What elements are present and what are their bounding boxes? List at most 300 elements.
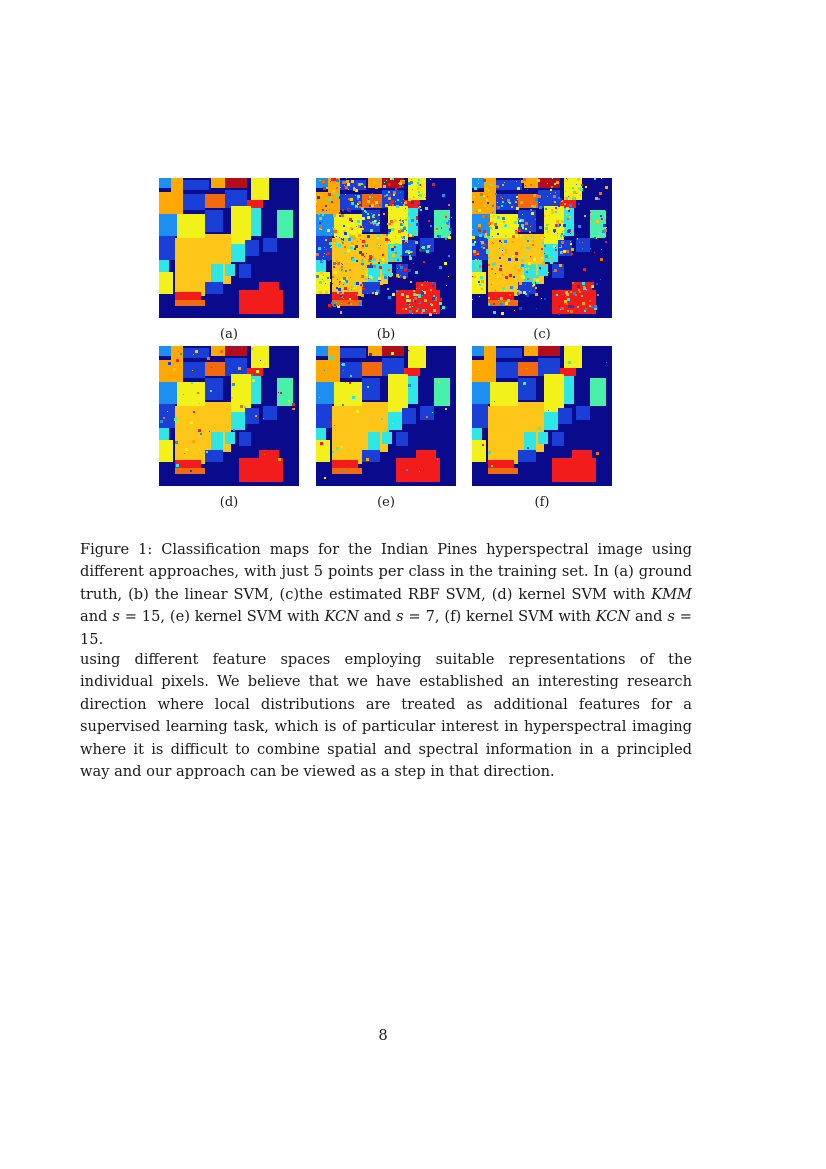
map-noise-pixel xyxy=(391,352,394,355)
map-noise-pixel xyxy=(378,214,380,216)
map-noise-pixel xyxy=(407,302,409,304)
map-noise-pixel xyxy=(435,215,436,216)
map-noise-pixel xyxy=(472,229,473,230)
map-noise-pixel xyxy=(406,295,409,298)
map-noise-pixel xyxy=(347,263,348,264)
map-noise-pixel xyxy=(288,400,290,402)
map-noise-pixel xyxy=(481,261,482,262)
map-noise-pixel xyxy=(350,303,352,305)
map-noise-pixel xyxy=(331,178,334,181)
map-noise-pixel xyxy=(559,245,561,247)
map-noise-pixel xyxy=(392,178,394,180)
map-noise-pixel xyxy=(564,197,566,199)
map-noise-pixel xyxy=(391,248,394,251)
map-field xyxy=(205,362,225,376)
map-noise-pixel xyxy=(234,346,236,348)
map-noise-pixel xyxy=(479,261,480,262)
map-noise-pixel xyxy=(559,224,561,226)
map-noise-pixel xyxy=(546,259,549,262)
map-noise-pixel xyxy=(367,386,369,388)
map-noise-pixel xyxy=(379,266,382,269)
map-noise-pixel xyxy=(383,213,385,215)
map-noise-pixel xyxy=(410,281,412,283)
map-noise-pixel xyxy=(481,246,483,248)
map-noise-pixel xyxy=(342,363,345,366)
map-noise-pixel xyxy=(362,245,364,247)
map-noise-pixel xyxy=(350,236,352,238)
map-noise-pixel xyxy=(533,258,536,261)
map-noise-pixel xyxy=(368,199,369,200)
map-noise-pixel xyxy=(473,250,476,253)
map-noise-pixel xyxy=(565,296,566,297)
map-noise-pixel xyxy=(527,447,529,449)
map-noise-pixel xyxy=(342,181,345,184)
map-noise-pixel xyxy=(340,312,342,314)
map-noise-pixel xyxy=(336,260,338,262)
map-noise-pixel xyxy=(537,179,540,182)
map-noise-pixel xyxy=(327,197,329,199)
map-field xyxy=(171,178,183,192)
map-noise-pixel xyxy=(409,310,412,313)
map-noise-pixel xyxy=(391,209,392,210)
map-field xyxy=(263,406,277,420)
map-noise-pixel xyxy=(395,252,397,254)
map-noise-pixel xyxy=(390,241,391,242)
map-noise-pixel xyxy=(500,265,502,267)
map-noise-pixel xyxy=(329,275,330,276)
map-noise-pixel xyxy=(430,289,432,291)
map-noise-pixel xyxy=(436,228,438,230)
map-field xyxy=(225,190,247,208)
map-noise-pixel xyxy=(342,302,345,305)
map-noise-pixel xyxy=(533,194,536,197)
map-noise-pixel xyxy=(319,196,320,197)
map-noise-pixel xyxy=(542,242,544,244)
map-noise-pixel xyxy=(378,262,380,264)
map-noise-pixel xyxy=(567,179,568,180)
map-noise-pixel xyxy=(538,195,541,198)
map-noise-pixel xyxy=(544,192,546,194)
map-noise-pixel xyxy=(421,312,423,314)
map-noise-pixel xyxy=(525,266,526,267)
map-noise-pixel xyxy=(515,231,518,234)
map-noise-pixel xyxy=(319,222,321,224)
map-noise-pixel xyxy=(583,286,585,288)
map-noise-pixel xyxy=(565,193,568,196)
map-noise-pixel xyxy=(512,235,515,238)
map-field xyxy=(159,192,183,214)
map-noise-pixel xyxy=(526,247,528,249)
map-noise-pixel xyxy=(555,249,557,251)
map-field xyxy=(472,428,482,440)
map-noise-pixel xyxy=(197,392,199,394)
map-noise-pixel xyxy=(557,233,558,234)
map-noise-pixel xyxy=(397,217,400,220)
map-noise-pixel xyxy=(509,202,511,204)
map-noise-pixel xyxy=(409,304,410,305)
map-noise-pixel xyxy=(244,406,246,408)
map-noise-pixel xyxy=(474,276,476,278)
map-noise-pixel xyxy=(563,250,566,253)
map-noise-pixel xyxy=(339,268,341,270)
map-noise-pixel xyxy=(375,186,378,189)
map-noise-pixel xyxy=(357,195,360,198)
map-noise-pixel xyxy=(564,300,567,303)
map-noise-pixel xyxy=(582,296,583,297)
map-noise-pixel xyxy=(522,227,524,229)
map-noise-pixel xyxy=(408,210,410,212)
map-noise-pixel xyxy=(343,277,346,280)
map-noise-pixel xyxy=(339,283,340,284)
map-noise-pixel xyxy=(408,182,411,185)
map-noise-pixel xyxy=(504,240,507,243)
map-noise-pixel xyxy=(337,292,339,294)
map-noise-pixel xyxy=(342,270,344,272)
map-noise-pixel xyxy=(419,294,421,296)
map-noise-pixel xyxy=(375,201,378,204)
map-noise-pixel xyxy=(554,232,555,233)
map-noise-pixel xyxy=(584,246,587,249)
map-noise-pixel xyxy=(349,255,350,256)
map-noise-pixel xyxy=(386,234,388,236)
map-noise-pixel xyxy=(502,201,504,203)
map-noise-pixel xyxy=(402,181,405,184)
map-noise-pixel xyxy=(414,297,417,300)
map-noise-pixel xyxy=(195,350,198,353)
map-noise-pixel xyxy=(409,296,411,298)
map-noise-pixel xyxy=(316,275,319,278)
map-noise-pixel xyxy=(524,256,525,257)
map-field xyxy=(538,358,560,376)
map-noise-pixel xyxy=(338,244,341,247)
map-noise-pixel xyxy=(521,264,524,267)
map-noise-pixel xyxy=(174,380,175,381)
map-noise-pixel xyxy=(439,298,442,301)
map-noise-pixel xyxy=(606,362,607,363)
map-noise-pixel xyxy=(570,310,573,313)
map-noise-pixel xyxy=(332,276,334,278)
map-noise-pixel xyxy=(451,217,452,218)
map-field xyxy=(388,412,402,430)
map-noise-pixel xyxy=(334,230,337,233)
map-noise-pixel xyxy=(526,368,527,369)
map-noise-pixel xyxy=(514,221,517,224)
map-noise-pixel xyxy=(323,187,326,190)
map-noise-pixel xyxy=(400,266,403,269)
map-noise-pixel xyxy=(436,230,437,231)
map-noise-pixel xyxy=(570,233,571,234)
map-noise-pixel xyxy=(415,271,418,274)
map-noise-pixel xyxy=(379,212,380,213)
map-noise-pixel xyxy=(416,310,418,312)
map-noise-pixel xyxy=(483,195,485,197)
map-noise-pixel xyxy=(579,242,580,243)
map-noise-pixel xyxy=(388,229,391,232)
map-noise-pixel xyxy=(419,249,421,251)
map-noise-pixel xyxy=(193,411,195,413)
map-noise-pixel xyxy=(594,178,596,180)
map-noise-pixel xyxy=(445,216,447,218)
map-noise-pixel xyxy=(423,261,425,263)
map-noise-pixel xyxy=(536,308,537,309)
map-noise-pixel xyxy=(336,263,337,264)
map-noise-pixel xyxy=(480,241,481,242)
map-noise-pixel xyxy=(503,267,505,269)
map-noise-pixel xyxy=(395,238,396,239)
map-noise-pixel xyxy=(333,262,336,265)
map-noise-pixel xyxy=(385,367,386,368)
map-field xyxy=(159,382,177,404)
map-noise-pixel xyxy=(472,276,473,277)
map-field xyxy=(211,264,223,284)
map-noise-pixel xyxy=(357,294,359,296)
map-noise-pixel xyxy=(371,260,373,262)
map-noise-pixel xyxy=(546,224,548,226)
map-noise-pixel xyxy=(264,363,265,364)
map-noise-pixel xyxy=(357,228,358,229)
map-noise-pixel xyxy=(363,213,365,215)
map-noise-pixel xyxy=(502,227,503,228)
map-noise-pixel xyxy=(448,276,449,277)
map-field xyxy=(316,404,332,428)
map-noise-pixel xyxy=(532,290,535,293)
map-noise-pixel xyxy=(292,408,294,410)
map-field xyxy=(259,450,279,460)
map-noise-pixel xyxy=(408,252,410,254)
map-noise-pixel xyxy=(541,298,542,299)
map-noise-pixel xyxy=(392,293,395,296)
map-noise-pixel xyxy=(361,183,363,185)
map-noise-pixel xyxy=(323,275,324,276)
map-noise-pixel xyxy=(338,181,339,182)
map-noise-pixel xyxy=(318,247,321,250)
map-field xyxy=(316,428,326,440)
classification-map-d xyxy=(159,346,299,486)
map-noise-pixel xyxy=(386,429,389,432)
map-noise-pixel xyxy=(342,209,344,211)
map-noise-pixel xyxy=(240,361,242,363)
map-noise-pixel xyxy=(504,290,505,291)
map-noise-pixel xyxy=(493,303,495,305)
map-noise-pixel xyxy=(514,227,516,229)
map-noise-pixel xyxy=(338,305,339,306)
map-noise-pixel xyxy=(589,300,591,302)
map-noise-pixel xyxy=(578,225,581,228)
map-noise-pixel xyxy=(380,282,383,285)
map-noise-pixel xyxy=(488,216,489,217)
map-noise-pixel xyxy=(174,418,177,421)
map-noise-pixel xyxy=(517,199,518,200)
map-noise-pixel xyxy=(388,183,391,186)
map-noise-pixel xyxy=(395,236,396,237)
map-noise-pixel xyxy=(394,219,397,222)
map-field xyxy=(159,440,173,462)
map-noise-pixel xyxy=(331,233,332,234)
map-noise-pixel xyxy=(401,270,402,271)
map-field xyxy=(205,282,223,294)
map-noise-pixel xyxy=(439,226,440,227)
map-noise-pixel xyxy=(326,255,329,258)
map-noise-pixel xyxy=(478,209,481,212)
map-noise-pixel xyxy=(520,235,522,237)
map-noise-pixel xyxy=(263,418,264,419)
map-noise-pixel xyxy=(342,277,343,278)
map-noise-pixel xyxy=(499,248,500,249)
map-noise-pixel xyxy=(322,221,323,222)
map-noise-pixel xyxy=(206,451,208,453)
map-noise-pixel xyxy=(533,205,536,208)
map-noise-pixel xyxy=(444,262,447,265)
map-noise-pixel xyxy=(586,290,587,291)
map-field xyxy=(472,404,488,428)
map-noise-pixel xyxy=(555,192,556,193)
map-noise-pixel xyxy=(556,181,559,184)
map-noise-pixel xyxy=(387,288,389,290)
map-noise-pixel xyxy=(525,276,526,277)
map-noise-pixel xyxy=(403,227,406,230)
map-noise-pixel xyxy=(514,310,515,311)
map-noise-pixel xyxy=(339,215,341,217)
map-noise-pixel xyxy=(399,195,401,197)
map-noise-pixel xyxy=(369,353,372,356)
map-noise-pixel xyxy=(519,231,520,232)
map-noise-pixel xyxy=(227,450,228,451)
map-noise-pixel xyxy=(316,250,317,251)
map-noise-pixel xyxy=(280,392,282,394)
map-noise-pixel xyxy=(566,198,568,200)
map-noise-pixel xyxy=(500,196,502,198)
map-noise-pixel xyxy=(323,270,324,271)
map-noise-pixel xyxy=(432,282,433,283)
map-noise-pixel xyxy=(355,294,356,295)
map-field xyxy=(564,376,574,404)
map-noise-pixel xyxy=(340,282,342,284)
map-noise-pixel xyxy=(337,212,338,213)
map-noise-pixel xyxy=(415,365,416,366)
map-noise-pixel xyxy=(535,198,538,201)
map-noise-pixel xyxy=(405,251,407,253)
map-field xyxy=(251,178,269,200)
map-noise-pixel xyxy=(399,182,402,185)
map-field xyxy=(488,468,518,474)
map-noise-pixel xyxy=(583,268,586,271)
map-noise-pixel xyxy=(339,237,340,238)
map-noise-pixel xyxy=(561,220,564,223)
map-noise-pixel xyxy=(475,259,477,261)
map-noise-pixel xyxy=(541,237,543,239)
map-noise-pixel xyxy=(516,224,519,227)
map-field xyxy=(159,346,171,356)
map-noise-pixel xyxy=(323,292,325,294)
map-noise-pixel xyxy=(366,274,368,276)
map-field xyxy=(408,346,426,368)
map-noise-pixel xyxy=(421,186,422,187)
map-noise-pixel xyxy=(546,251,549,254)
map-noise-pixel xyxy=(584,215,586,217)
map-noise-pixel xyxy=(411,179,412,180)
map-noise-pixel xyxy=(355,245,358,248)
map-noise-pixel xyxy=(415,231,417,233)
map-noise-pixel xyxy=(493,311,496,314)
map-noise-pixel xyxy=(486,236,487,237)
classification-map-f xyxy=(472,346,612,486)
map-noise-pixel xyxy=(388,197,391,200)
map-noise-pixel xyxy=(340,293,342,295)
map-noise-pixel xyxy=(559,273,561,275)
map-noise-pixel xyxy=(568,361,571,364)
map-noise-pixel xyxy=(551,181,552,182)
map-noise-pixel xyxy=(478,229,481,232)
map-noise-pixel xyxy=(380,264,382,266)
map-noise-pixel xyxy=(539,206,542,209)
map-noise-pixel xyxy=(326,399,327,400)
map-noise-pixel xyxy=(476,265,479,268)
map-noise-pixel xyxy=(374,224,376,226)
map-noise-pixel xyxy=(591,282,594,285)
map-noise-pixel xyxy=(325,291,328,294)
map-noise-pixel xyxy=(448,220,450,222)
map-noise-pixel xyxy=(577,239,578,240)
map-noise-pixel xyxy=(419,468,421,470)
map-noise-pixel xyxy=(446,224,447,225)
map-noise-pixel xyxy=(522,276,525,279)
map-noise-pixel xyxy=(576,184,577,185)
map-noise-pixel xyxy=(432,297,435,300)
map-noise-pixel xyxy=(357,198,359,200)
map-noise-pixel xyxy=(419,288,420,289)
map-noise-pixel xyxy=(525,268,527,270)
map-noise-pixel xyxy=(473,196,475,198)
map-noise-pixel xyxy=(379,220,380,221)
map-noise-pixel xyxy=(344,252,346,254)
map-noise-pixel xyxy=(427,248,428,249)
map-noise-pixel xyxy=(603,234,604,235)
map-noise-pixel xyxy=(344,246,346,248)
map-noise-pixel xyxy=(499,257,501,259)
caption-text-1: Figure 1: Classification maps for the Indian Pines hyperspectral image using different approaches, with just 5 points per class in the training set. In (a) ground truth, (b) the linear SVM, (c)the estimated RBF SVM, (d) kernel SVM with xyxy=(80,541,692,603)
map-noise-pixel xyxy=(542,250,543,251)
panel-label-f: (f) xyxy=(534,495,550,510)
map-noise-pixel xyxy=(238,367,241,370)
map-noise-pixel xyxy=(384,195,386,197)
map-noise-pixel xyxy=(572,187,574,189)
map-noise-pixel xyxy=(577,192,578,193)
map-noise-pixel xyxy=(439,302,442,305)
map-noise-pixel xyxy=(558,294,560,296)
map-noise-pixel xyxy=(554,201,556,203)
map-field xyxy=(558,408,572,424)
map-noise-pixel xyxy=(417,182,419,184)
map-noise-pixel xyxy=(418,294,419,295)
map-noise-pixel xyxy=(562,231,563,232)
map-noise-pixel xyxy=(557,235,558,236)
map-field xyxy=(159,404,175,428)
map-noise-pixel xyxy=(340,187,341,188)
map-noise-pixel xyxy=(558,205,560,207)
map-noise-pixel xyxy=(472,299,473,300)
map-noise-pixel xyxy=(369,221,370,222)
map-noise-pixel xyxy=(509,294,511,296)
map-noise-pixel xyxy=(396,275,398,277)
map-noise-pixel xyxy=(353,188,356,191)
map-noise-pixel xyxy=(328,304,331,307)
map-noise-pixel xyxy=(544,237,545,238)
map-noise-pixel xyxy=(403,276,406,279)
map-noise-pixel xyxy=(328,193,331,196)
map-noise-pixel xyxy=(541,201,544,204)
map-noise-pixel xyxy=(418,184,420,186)
map-noise-pixel xyxy=(585,239,588,242)
